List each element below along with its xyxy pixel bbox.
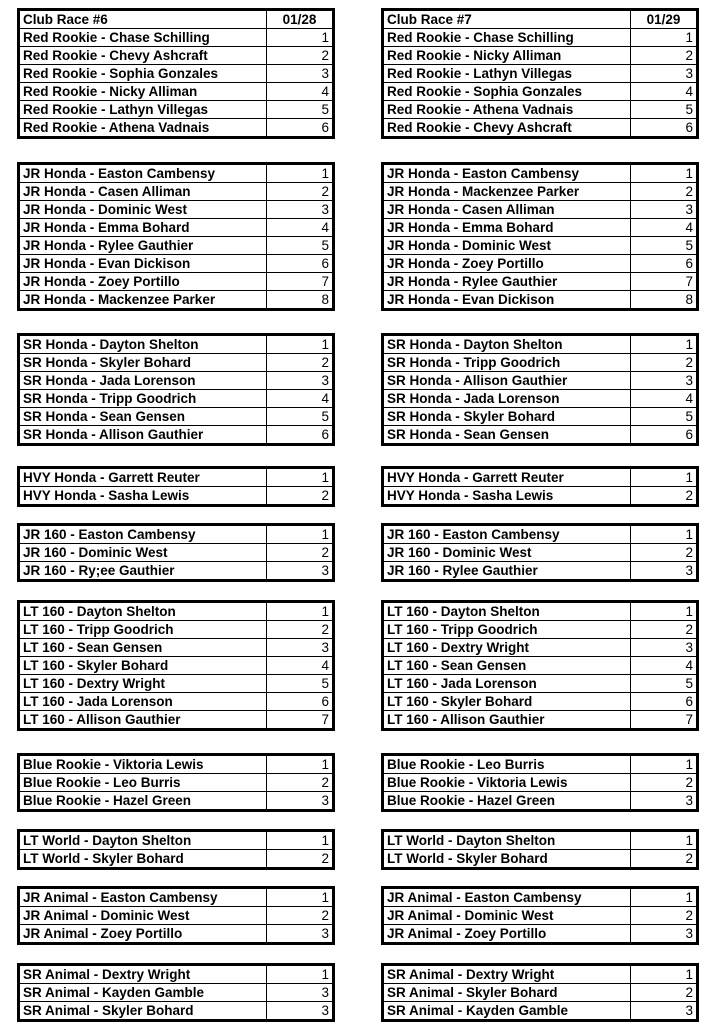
class-results-table (381, 829, 699, 870)
finish-position: 1 (267, 831, 334, 850)
rider-entry: JR Honda - Zoey Portillo (19, 273, 267, 291)
table-row (19, 164, 334, 183)
rider-entry: Red Rookie - Athena Vadnais (19, 119, 267, 138)
class-results-table (381, 333, 699, 446)
rider-entry: JR Animal - Easton Cambensy (19, 888, 267, 907)
finish-position: 4 (267, 219, 334, 237)
rider-entry: Red Rookie - Chevy Ashcraft (19, 47, 267, 65)
finish-position: 8 (267, 291, 334, 310)
finish-position: 1 (631, 602, 698, 621)
finish-position: 7 (267, 711, 334, 730)
finish-position: 3 (631, 1002, 698, 1021)
rider-entry: LT World - Dayton Shelton (19, 831, 267, 850)
finish-position: 3 (267, 65, 334, 83)
table-row (383, 965, 698, 984)
rider-entry: SR Honda - Dayton Shelton (383, 335, 631, 354)
finish-position: 3 (631, 792, 698, 811)
finish-position: 3 (631, 372, 698, 390)
finish-position: 5 (267, 237, 334, 255)
rider-entry: Red Rookie - Athena Vadnais (383, 101, 631, 119)
table-row (383, 237, 698, 255)
class-results-table (17, 8, 335, 139)
finish-position: 5 (631, 408, 698, 426)
finish-position: 1 (631, 525, 698, 544)
rider-entry: HVY Honda - Sasha Lewis (19, 487, 267, 506)
finish-position: 5 (631, 101, 698, 119)
table-row (383, 792, 698, 811)
rider-entry: JR Animal - Zoey Portillo (383, 925, 631, 944)
rider-entry: LT 160 - Skyler Bohard (383, 693, 631, 711)
rider-entry: JR Animal - Dominic West (383, 907, 631, 925)
rider-entry: JR Honda - Evan Dickison (19, 255, 267, 273)
rider-entry: Red Rookie - Nicky Alliman (19, 83, 267, 101)
finish-position: 4 (267, 83, 334, 101)
rider-entry: SR Animal - Dextry Wright (383, 965, 631, 984)
rider-entry: LT World - Skyler Bohard (19, 850, 267, 869)
class-results-table (17, 333, 335, 446)
table-row (383, 850, 698, 869)
class-results-table (17, 886, 335, 945)
table-row (383, 602, 698, 621)
rider-entry: SR Animal - Dextry Wright (19, 965, 267, 984)
finish-position: 4 (631, 390, 698, 408)
table-row (19, 291, 334, 310)
rider-entry: JR Honda - Mackenzee Parker (19, 291, 267, 310)
finish-position: 2 (267, 850, 334, 869)
table-row (19, 925, 334, 944)
rider-entry: Red Rookie - Sophia Gonzales (383, 83, 631, 101)
table-row (383, 408, 698, 426)
table-row (19, 602, 334, 621)
class-results-table (381, 600, 699, 731)
table-row (19, 487, 334, 506)
table-row (383, 1002, 698, 1021)
table-row (383, 468, 698, 487)
finish-position: 2 (631, 544, 698, 562)
rider-entry: JR 160 - Easton Cambensy (383, 525, 631, 544)
rider-entry: JR Honda - Rylee Gauthier (383, 273, 631, 291)
finish-position: 5 (267, 408, 334, 426)
finish-position: 3 (267, 562, 334, 581)
table-row (19, 273, 334, 291)
rider-entry: SR Honda - Skyler Bohard (383, 408, 631, 426)
table-row (383, 201, 698, 219)
table-row (19, 755, 334, 774)
finish-position: 4 (631, 657, 698, 675)
finish-position: 2 (631, 487, 698, 506)
table-row (383, 219, 698, 237)
rider-entry: Blue Rookie - Hazel Green (383, 792, 631, 811)
finish-position: 8 (631, 291, 698, 310)
race-title: Club Race #7 (383, 10, 631, 29)
finish-position: 7 (631, 273, 698, 291)
rider-entry: JR Honda - Mackenzee Parker (383, 183, 631, 201)
finish-position: 3 (267, 639, 334, 657)
rider-entry: Red Rookie - Lathyn Villegas (19, 101, 267, 119)
rider-entry: Red Rookie - Chase Schilling (383, 29, 631, 47)
table-row (19, 237, 334, 255)
rider-entry: Blue Rookie - Viktoria Lewis (383, 774, 631, 792)
table-row (383, 657, 698, 675)
finish-position: 3 (267, 372, 334, 390)
finish-position: 1 (631, 468, 698, 487)
class-results-table (381, 963, 699, 1022)
rider-entry: Red Rookie - Chevy Ashcraft (383, 119, 631, 138)
finish-position: 6 (267, 693, 334, 711)
class-results-table (381, 523, 699, 582)
finish-position: 5 (267, 101, 334, 119)
table-row (383, 693, 698, 711)
finish-position: 2 (267, 907, 334, 925)
table-row (19, 965, 334, 984)
finish-position: 3 (631, 562, 698, 581)
class-results-table (17, 963, 335, 1022)
table-row (383, 183, 698, 201)
rider-entry: JR 160 - Dominic West (383, 544, 631, 562)
finish-position: 2 (267, 354, 334, 372)
table-row (19, 390, 334, 408)
race-header-row (383, 10, 698, 29)
class-results-table (17, 523, 335, 582)
finish-position: 3 (631, 201, 698, 219)
rider-entry: LT 160 - Dayton Shelton (383, 602, 631, 621)
table-row (383, 119, 698, 138)
table-row (19, 372, 334, 390)
rider-entry: SR Animal - Kayden Gamble (19, 984, 267, 1002)
table-row (19, 119, 334, 138)
table-row (383, 925, 698, 944)
finish-position: 1 (267, 468, 334, 487)
finish-position: 7 (267, 273, 334, 291)
table-row (19, 1002, 334, 1021)
finish-position: 6 (267, 119, 334, 138)
rider-entry: JR Honda - Casen Alliman (383, 201, 631, 219)
finish-position: 4 (631, 83, 698, 101)
class-results-table (381, 162, 699, 311)
rider-entry: LT 160 - Allison Gauthier (19, 711, 267, 730)
rider-entry: Blue Rookie - Leo Burris (19, 774, 267, 792)
rider-entry: SR Honda - Jada Lorenson (383, 390, 631, 408)
rider-entry: Red Rookie - Nicky Alliman (383, 47, 631, 65)
finish-position: 2 (631, 47, 698, 65)
finish-position: 1 (267, 888, 334, 907)
finish-position: 1 (267, 525, 334, 544)
finish-position: 2 (267, 47, 334, 65)
finish-position: 3 (631, 639, 698, 657)
rider-entry: LT World - Dayton Shelton (383, 831, 631, 850)
rider-entry: JR Honda - Evan Dickison (383, 291, 631, 310)
rider-entry: SR Animal - Kayden Gamble (383, 1002, 631, 1021)
rider-entry: Blue Rookie - Hazel Green (19, 792, 267, 811)
table-row (19, 907, 334, 925)
finish-position: 2 (267, 544, 334, 562)
rider-entry: LT 160 - Dextry Wright (383, 639, 631, 657)
finish-position: 4 (267, 657, 334, 675)
finish-position: 1 (267, 602, 334, 621)
race-date: 01/29 (631, 10, 698, 29)
finish-position: 6 (267, 255, 334, 273)
rider-entry: JR Honda - Easton Cambensy (19, 164, 267, 183)
rider-entry: JR Honda - Zoey Portillo (383, 255, 631, 273)
table-row (19, 657, 334, 675)
finish-position: 3 (267, 201, 334, 219)
table-row (383, 354, 698, 372)
rider-entry: JR Honda - Casen Alliman (19, 183, 267, 201)
table-row (19, 335, 334, 354)
rider-entry: JR Honda - Dominic West (19, 201, 267, 219)
finish-position: 2 (267, 183, 334, 201)
table-row (19, 183, 334, 201)
finish-position: 2 (267, 621, 334, 639)
finish-position: 2 (631, 907, 698, 925)
finish-position: 3 (267, 925, 334, 944)
finish-position: 1 (267, 755, 334, 774)
table-row (383, 544, 698, 562)
rider-entry: SR Honda - Tripp Goodrich (19, 390, 267, 408)
rider-entry: HVY Honda - Garrett Reuter (383, 468, 631, 487)
table-row (19, 792, 334, 811)
table-row (19, 83, 334, 101)
rider-entry: SR Animal - Skyler Bohard (19, 1002, 267, 1021)
table-row (19, 101, 334, 119)
finish-position: 1 (267, 335, 334, 354)
rider-entry: LT 160 - Allison Gauthier (383, 711, 631, 730)
class-results-table (17, 466, 335, 507)
table-row (383, 29, 698, 47)
table-row (383, 711, 698, 730)
table-row (19, 255, 334, 273)
finish-position: 3 (267, 1002, 334, 1021)
table-row (383, 774, 698, 792)
rider-entry: JR Animal - Dominic West (19, 907, 267, 925)
rider-entry: LT 160 - Jada Lorenson (19, 693, 267, 711)
finish-position: 1 (631, 831, 698, 850)
finish-position: 6 (631, 119, 698, 138)
table-row (19, 831, 334, 850)
finish-position: 2 (631, 621, 698, 639)
table-row (383, 372, 698, 390)
class-results-table (381, 886, 699, 945)
table-row (383, 525, 698, 544)
table-row (383, 621, 698, 639)
table-row (383, 101, 698, 119)
table-row (19, 774, 334, 792)
rider-entry: LT World - Skyler Bohard (383, 850, 631, 869)
rider-entry: LT 160 - Sean Gensen (383, 657, 631, 675)
finish-position: 2 (631, 774, 698, 792)
table-row (19, 65, 334, 83)
table-row (19, 693, 334, 711)
finish-position: 7 (631, 711, 698, 730)
finish-position: 3 (631, 925, 698, 944)
finish-position: 6 (631, 693, 698, 711)
table-row (383, 335, 698, 354)
finish-position: 6 (631, 426, 698, 445)
class-results-table (381, 8, 699, 139)
table-row (19, 621, 334, 639)
table-row (19, 711, 334, 730)
finish-position: 1 (267, 29, 334, 47)
finish-position: 1 (631, 755, 698, 774)
table-row (19, 525, 334, 544)
rider-entry: SR Honda - Jada Lorenson (19, 372, 267, 390)
finish-position: 2 (631, 354, 698, 372)
class-results-table (17, 753, 335, 812)
table-row (383, 831, 698, 850)
table-row (19, 675, 334, 693)
rider-entry: JR 160 - Dominic West (19, 544, 267, 562)
finish-position: 2 (631, 984, 698, 1002)
rider-entry: JR Animal - Zoey Portillo (19, 925, 267, 944)
rider-entry: LT 160 - Sean Gensen (19, 639, 267, 657)
rider-entry: LT 160 - Dayton Shelton (19, 602, 267, 621)
finish-position: 2 (631, 850, 698, 869)
table-row (383, 487, 698, 506)
rider-entry: SR Animal - Skyler Bohard (383, 984, 631, 1002)
class-results-table (17, 600, 335, 731)
table-row (383, 164, 698, 183)
rider-entry: SR Honda - Sean Gensen (383, 426, 631, 445)
finish-position: 3 (631, 65, 698, 83)
table-row (19, 426, 334, 445)
finish-position: 1 (267, 965, 334, 984)
finish-position: 2 (267, 487, 334, 506)
table-row (383, 255, 698, 273)
finish-position: 5 (631, 237, 698, 255)
finish-position: 1 (631, 335, 698, 354)
rider-entry: JR Honda - Dominic West (383, 237, 631, 255)
rider-entry: LT 160 - Dextry Wright (19, 675, 267, 693)
rider-entry: SR Honda - Tripp Goodrich (383, 354, 631, 372)
table-row (383, 984, 698, 1002)
finish-position: 1 (631, 965, 698, 984)
table-row (19, 639, 334, 657)
table-row (383, 755, 698, 774)
finish-position: 6 (631, 255, 698, 273)
finish-position: 5 (631, 675, 698, 693)
table-row (383, 888, 698, 907)
rider-entry: SR Honda - Allison Gauthier (383, 372, 631, 390)
table-row (383, 426, 698, 445)
rider-entry: HVY Honda - Garrett Reuter (19, 468, 267, 487)
table-row (19, 408, 334, 426)
table-row (383, 83, 698, 101)
rider-entry: JR 160 - Easton Cambensy (19, 525, 267, 544)
class-results-table (17, 162, 335, 311)
finish-position: 1 (267, 164, 334, 183)
table-row (19, 29, 334, 47)
race-header-row (19, 10, 334, 29)
table-row (383, 907, 698, 925)
table-row (383, 390, 698, 408)
finish-position: 4 (267, 390, 334, 408)
class-results-table (381, 466, 699, 507)
rider-entry: SR Honda - Dayton Shelton (19, 335, 267, 354)
rider-entry: SR Honda - Skyler Bohard (19, 354, 267, 372)
table-row (383, 273, 698, 291)
rider-entry: LT 160 - Jada Lorenson (383, 675, 631, 693)
table-row (383, 65, 698, 83)
rider-entry: SR Honda - Sean Gensen (19, 408, 267, 426)
rider-entry: HVY Honda - Sasha Lewis (383, 487, 631, 506)
table-row (19, 468, 334, 487)
rider-entry: Blue Rookie - Leo Burris (383, 755, 631, 774)
finish-position: 2 (631, 183, 698, 201)
finish-position: 3 (267, 984, 334, 1002)
finish-position: 3 (267, 792, 334, 811)
rider-entry: Blue Rookie - Viktoria Lewis (19, 755, 267, 774)
rider-entry: JR 160 - Ry;ee Gauthier (19, 562, 267, 581)
finish-position: 1 (631, 888, 698, 907)
rider-entry: LT 160 - Tripp Goodrich (19, 621, 267, 639)
rider-entry: JR Honda - Rylee Gauthier (19, 237, 267, 255)
table-row (19, 888, 334, 907)
rider-entry: LT 160 - Tripp Goodrich (383, 621, 631, 639)
finish-position: 4 (631, 219, 698, 237)
finish-position: 1 (631, 29, 698, 47)
rider-entry: JR Honda - Easton Cambensy (383, 164, 631, 183)
table-row (383, 675, 698, 693)
table-row (19, 354, 334, 372)
table-row (19, 562, 334, 581)
finish-position: 6 (267, 426, 334, 445)
rider-entry: SR Honda - Allison Gauthier (19, 426, 267, 445)
rider-entry: LT 160 - Skyler Bohard (19, 657, 267, 675)
table-row (383, 562, 698, 581)
rider-entry: Red Rookie - Sophia Gonzales (19, 65, 267, 83)
table-row (383, 291, 698, 310)
table-row (19, 47, 334, 65)
table-row (383, 47, 698, 65)
rider-entry: JR Honda - Emma Bohard (19, 219, 267, 237)
table-row (19, 850, 334, 869)
class-results-table (17, 829, 335, 870)
table-row (383, 639, 698, 657)
rider-entry: JR 160 - Rylee Gauthier (383, 562, 631, 581)
table-row (19, 984, 334, 1002)
race-date: 01/28 (267, 10, 334, 29)
table-row (19, 201, 334, 219)
rider-entry: JR Animal - Easton Cambensy (383, 888, 631, 907)
race-title: Club Race #6 (19, 10, 267, 29)
finish-position: 2 (267, 774, 334, 792)
rider-entry: Red Rookie - Chase Schilling (19, 29, 267, 47)
rider-entry: Red Rookie - Lathyn Villegas (383, 65, 631, 83)
class-results-table (381, 753, 699, 812)
rider-entry: JR Honda - Emma Bohard (383, 219, 631, 237)
table-row (19, 219, 334, 237)
finish-position: 5 (267, 675, 334, 693)
table-row (19, 544, 334, 562)
finish-position: 1 (631, 164, 698, 183)
